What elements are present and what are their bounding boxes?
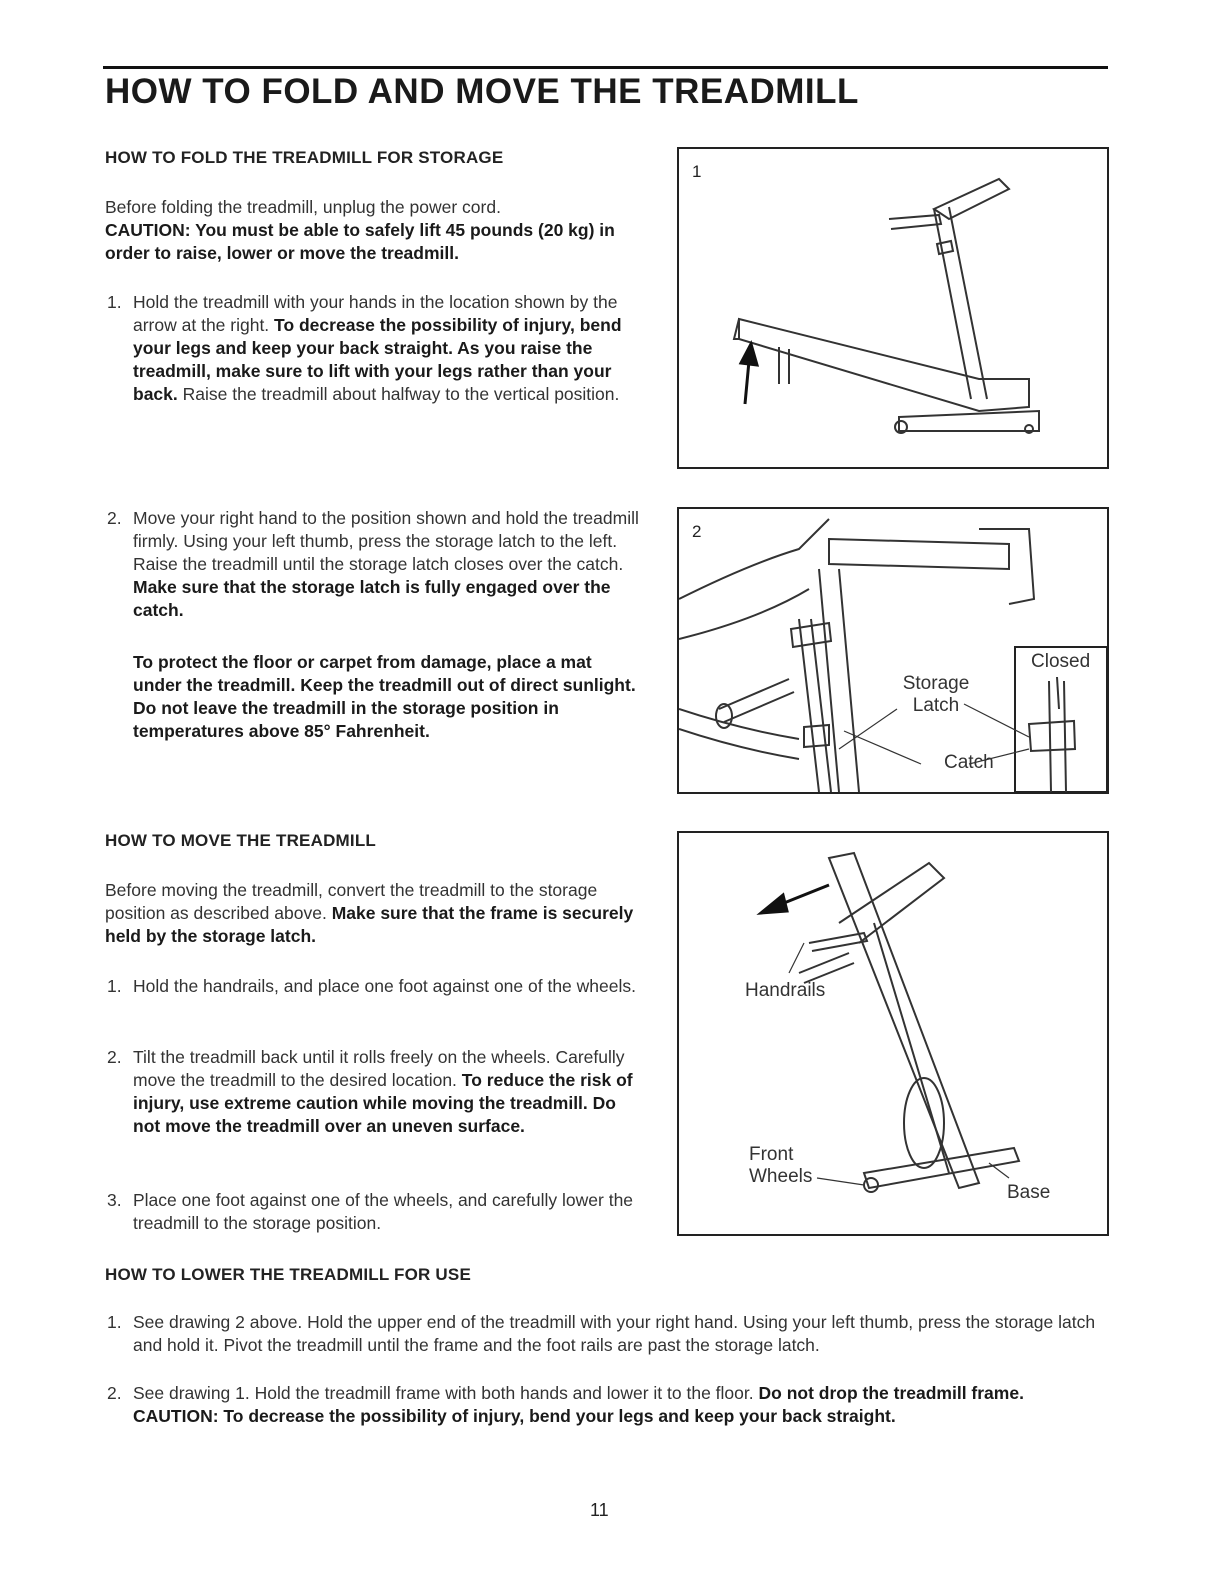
lower-step-1-number: 1. (107, 1312, 122, 1332)
figure-2 (677, 507, 1109, 794)
tilt-arrow-icon (761, 885, 829, 913)
move-intro (105, 879, 645, 948)
treadmill-moving-drawing (679, 833, 1107, 1234)
move-intro-text: Before moving the treadmill, convert the treadmill to the storage position as described above. (105, 880, 598, 923)
move-step-3-text: Place one foot against one of the wheels, and carefully lower the treadmill to the storage position. (133, 1190, 634, 1233)
fold-intro-text: Before folding the treadmill, unplug the power cord. (105, 197, 501, 217)
figure-1 (677, 147, 1109, 469)
fold-protect-note (133, 651, 645, 743)
lower-step-2-number: 2. (107, 1383, 122, 1403)
page-title: HOW TO FOLD AND MOVE THE TREADMILL (105, 72, 859, 111)
move-intro-warning: Make sure that the frame is securely held by the storage latch. (105, 903, 634, 946)
fold-step-2 (107, 507, 645, 622)
handrails-callout: Handrails (745, 980, 826, 1001)
move-step-2-number: 2. (107, 1047, 122, 1067)
fold-step-1-text: Hold the treadmill with your hands in the location shown by the arrow at the right. (133, 292, 618, 335)
fold-step-1-warning: To decrease the possibility of injury, bend your legs and keep your back straight. As you raise the treadmill, make sure to lift with your legs rather than your back. (133, 315, 622, 404)
move-step-1-text: Hold the handrails, and place one foot against one of the wheels. (133, 976, 636, 996)
move-step-1-number: 1. (107, 976, 122, 996)
fold-step-2-number: 2. (107, 508, 122, 528)
fold-intro (105, 196, 645, 265)
page-number: 11 (590, 1500, 609, 1520)
fold-intro-caution: CAUTION: You must be able to safely lift 45 pounds (20 kg) in order to raise, lower or move the treadmill. (105, 220, 615, 263)
front-wheels-callout: Front Wheels (749, 1144, 813, 1187)
move-heading: HOW TO MOVE THE TREADMILL (105, 831, 377, 850)
lower-step-2-text: See drawing 1. Hold the treadmill frame with both hands and lower it to the floor. (133, 1383, 754, 1403)
catch-callout: Catch (944, 752, 994, 773)
figure-3 (677, 831, 1109, 1236)
move-step-3-number: 3. (107, 1190, 122, 1210)
figure-1-label: 1 (692, 162, 702, 181)
closed-callout: Closed (1031, 651, 1091, 672)
move-step-3 (107, 1189, 645, 1235)
fold-step-1-text-end: Raise the treadmill about halfway to the vertical position. (182, 384, 620, 404)
move-step-2 (107, 1046, 645, 1138)
lift-arrow-icon (741, 344, 757, 404)
fold-step-2-warning: Make sure that the storage latch is fully engaged over the catch. (133, 577, 611, 620)
lower-step-1 (107, 1311, 1108, 1357)
storage-latch-callout: Storage Latch (902, 673, 970, 716)
figure-2-label: 2 (692, 522, 702, 541)
lower-step-2-warning: Do not drop the treadmill frame. CAUTION: To decrease the possibility of injury, bend your legs and keep your back straight. (133, 1383, 1024, 1426)
lower-heading: HOW TO LOWER THE TREADMILL FOR USE (105, 1265, 471, 1284)
move-step-2-warning: To reduce the risk of injury, use extreme caution while moving the treadmill. Do not move the treadmill over an uneven surface. (133, 1070, 633, 1136)
move-step-2-text: Tilt the treadmill back until it rolls freely on the wheels. Carefully move the treadmill to the desired location. (133, 1047, 625, 1090)
treadmill-raising-drawing (679, 149, 1107, 467)
fold-step-1-number: 1. (107, 292, 122, 312)
base-callout: Base (1007, 1182, 1051, 1203)
move-step-1 (107, 975, 645, 998)
fold-protect-note-text: To protect the floor or carpet from damage, place a mat under the treadmill. Keep the treadmill out of direct sunlight. Do not leave the treadmill in the storage position in temperatures above 85° Fahrenheit. (133, 652, 636, 741)
fold-step-2-text: Move your right hand to the position shown and hold the treadmill firmly. Using your left thumb, press the storage latch to the left. Raise the treadmill until the storage latch closes over the catch. (133, 508, 639, 574)
lower-step-1-text: See drawing 2 above. Hold the upper end of the treadmill with your right hand. Using your left thumb, press the storage latch and hold it. Pivot the treadmill until the frame and the foot rails are past the storage latch. (133, 1312, 1096, 1355)
fold-step-1 (107, 291, 645, 406)
lower-step-2 (107, 1382, 1108, 1428)
fold-heading: HOW TO FOLD THE TREADMILL FOR STORAGE (105, 148, 504, 167)
title-rule (103, 66, 1108, 69)
